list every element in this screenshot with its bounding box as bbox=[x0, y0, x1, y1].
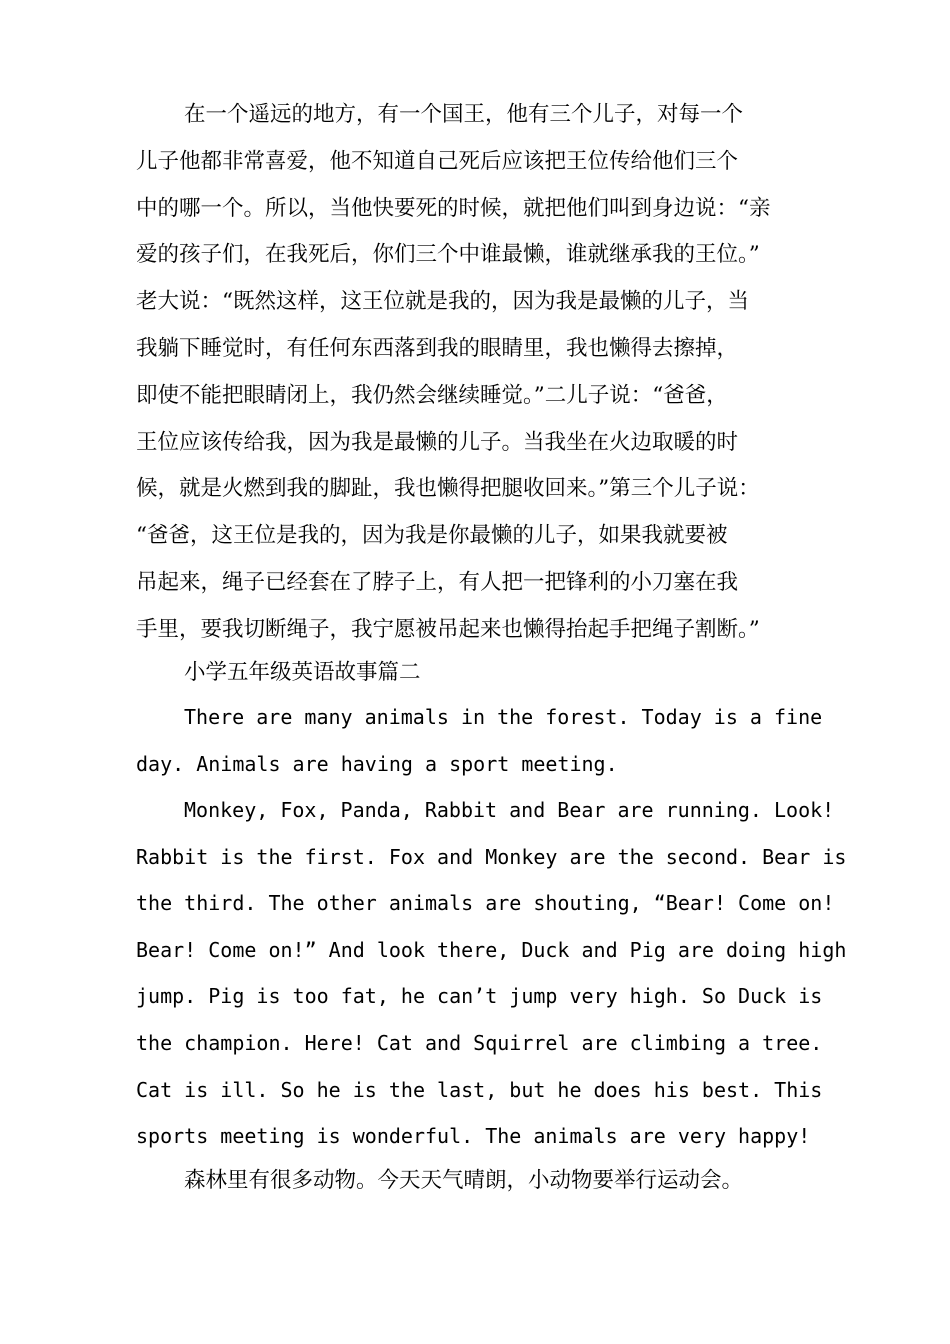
text-line: 手里，要我切断绳子，我宁愿被吊起来也懒得抬起手把绳子割断。” bbox=[136, 616, 760, 642]
text-line: 中的哪一个。所以，当他快要死的时候，就把他们叫到身边说：“亲 bbox=[136, 195, 771, 221]
text-line: sports meeting is wonderful. The animals are very happy! bbox=[136, 1124, 811, 1149]
text-line: 王位应该传给我，因为我是最懒的儿子。当我坐在火边取暖的时 bbox=[136, 429, 739, 455]
text-line: Bear! Come on!” And look there, Duck and Pig are doing high bbox=[136, 937, 847, 962]
chinese-translation-line: 森林里有很多动物。今天天气晴朗，小动物要举行运动会。 bbox=[184, 1168, 744, 1193]
text-line: 在一个遥远的地方，有一个国王，他有三个儿子，对每一个 bbox=[184, 102, 744, 127]
text-line: 即使不能把眼睛闭上，我仍然会继续睡觉。”二儿子说：“爸爸， bbox=[136, 382, 728, 408]
text-line: 我躺下睡觉时，有任何东西落到我的眼睛里，我也懒得去擦掉， bbox=[136, 335, 739, 361]
text-line: 吊起来，绳子已经套在了脖子上，有人把一把锋利的小刀塞在我 bbox=[136, 569, 739, 595]
chinese-story-paragraph bbox=[136, 92, 856, 654]
text-line: 老大说：“既然这样，这王位就是我的，因为我是最懒的儿子，当 bbox=[136, 289, 749, 315]
english-paragraph-1 bbox=[136, 694, 856, 787]
text-line: 爱的孩子们，在我死后，你们三个中谁最懒，谁就继承我的王位。” bbox=[136, 242, 760, 268]
text-line: day. Animals are having a sport meeting. bbox=[136, 751, 618, 776]
text-line: Cat is ill. So he is the last, but he does his best. This bbox=[136, 1077, 823, 1102]
text-line: “爸爸，这王位是我的，因为我是你最懒的儿子，如果我就要被 bbox=[136, 523, 728, 549]
text-line: 候，就是火燃到我的脚趾，我也懒得把腿收回来。”第三个儿子说： bbox=[136, 476, 760, 502]
text-line: the third. The other animals are shouting, “Bear! Come on! bbox=[136, 891, 835, 916]
text-line: 儿子他都非常喜爱，他不知道自己死后应该把王位传给他们三个 bbox=[136, 148, 739, 174]
text-line: Rabbit is the first. Fox and Monkey are the second. Bear is bbox=[136, 844, 847, 869]
text-line: There are many animals in the forest. Today is a fine bbox=[184, 705, 823, 729]
text-line: the champion. Here! Cat and Squirrel are climbing a tree. bbox=[136, 1030, 823, 1055]
text-line: jump. Pig is too fat, he can’t jump very high. So Duck is bbox=[136, 984, 823, 1009]
section-heading: 小学五年级英语故事篇二 bbox=[184, 660, 421, 685]
text-line: Monkey, Fox, Panda, Rabbit and Bear are running. Look! bbox=[184, 798, 835, 822]
english-paragraph-2 bbox=[136, 787, 856, 1160]
